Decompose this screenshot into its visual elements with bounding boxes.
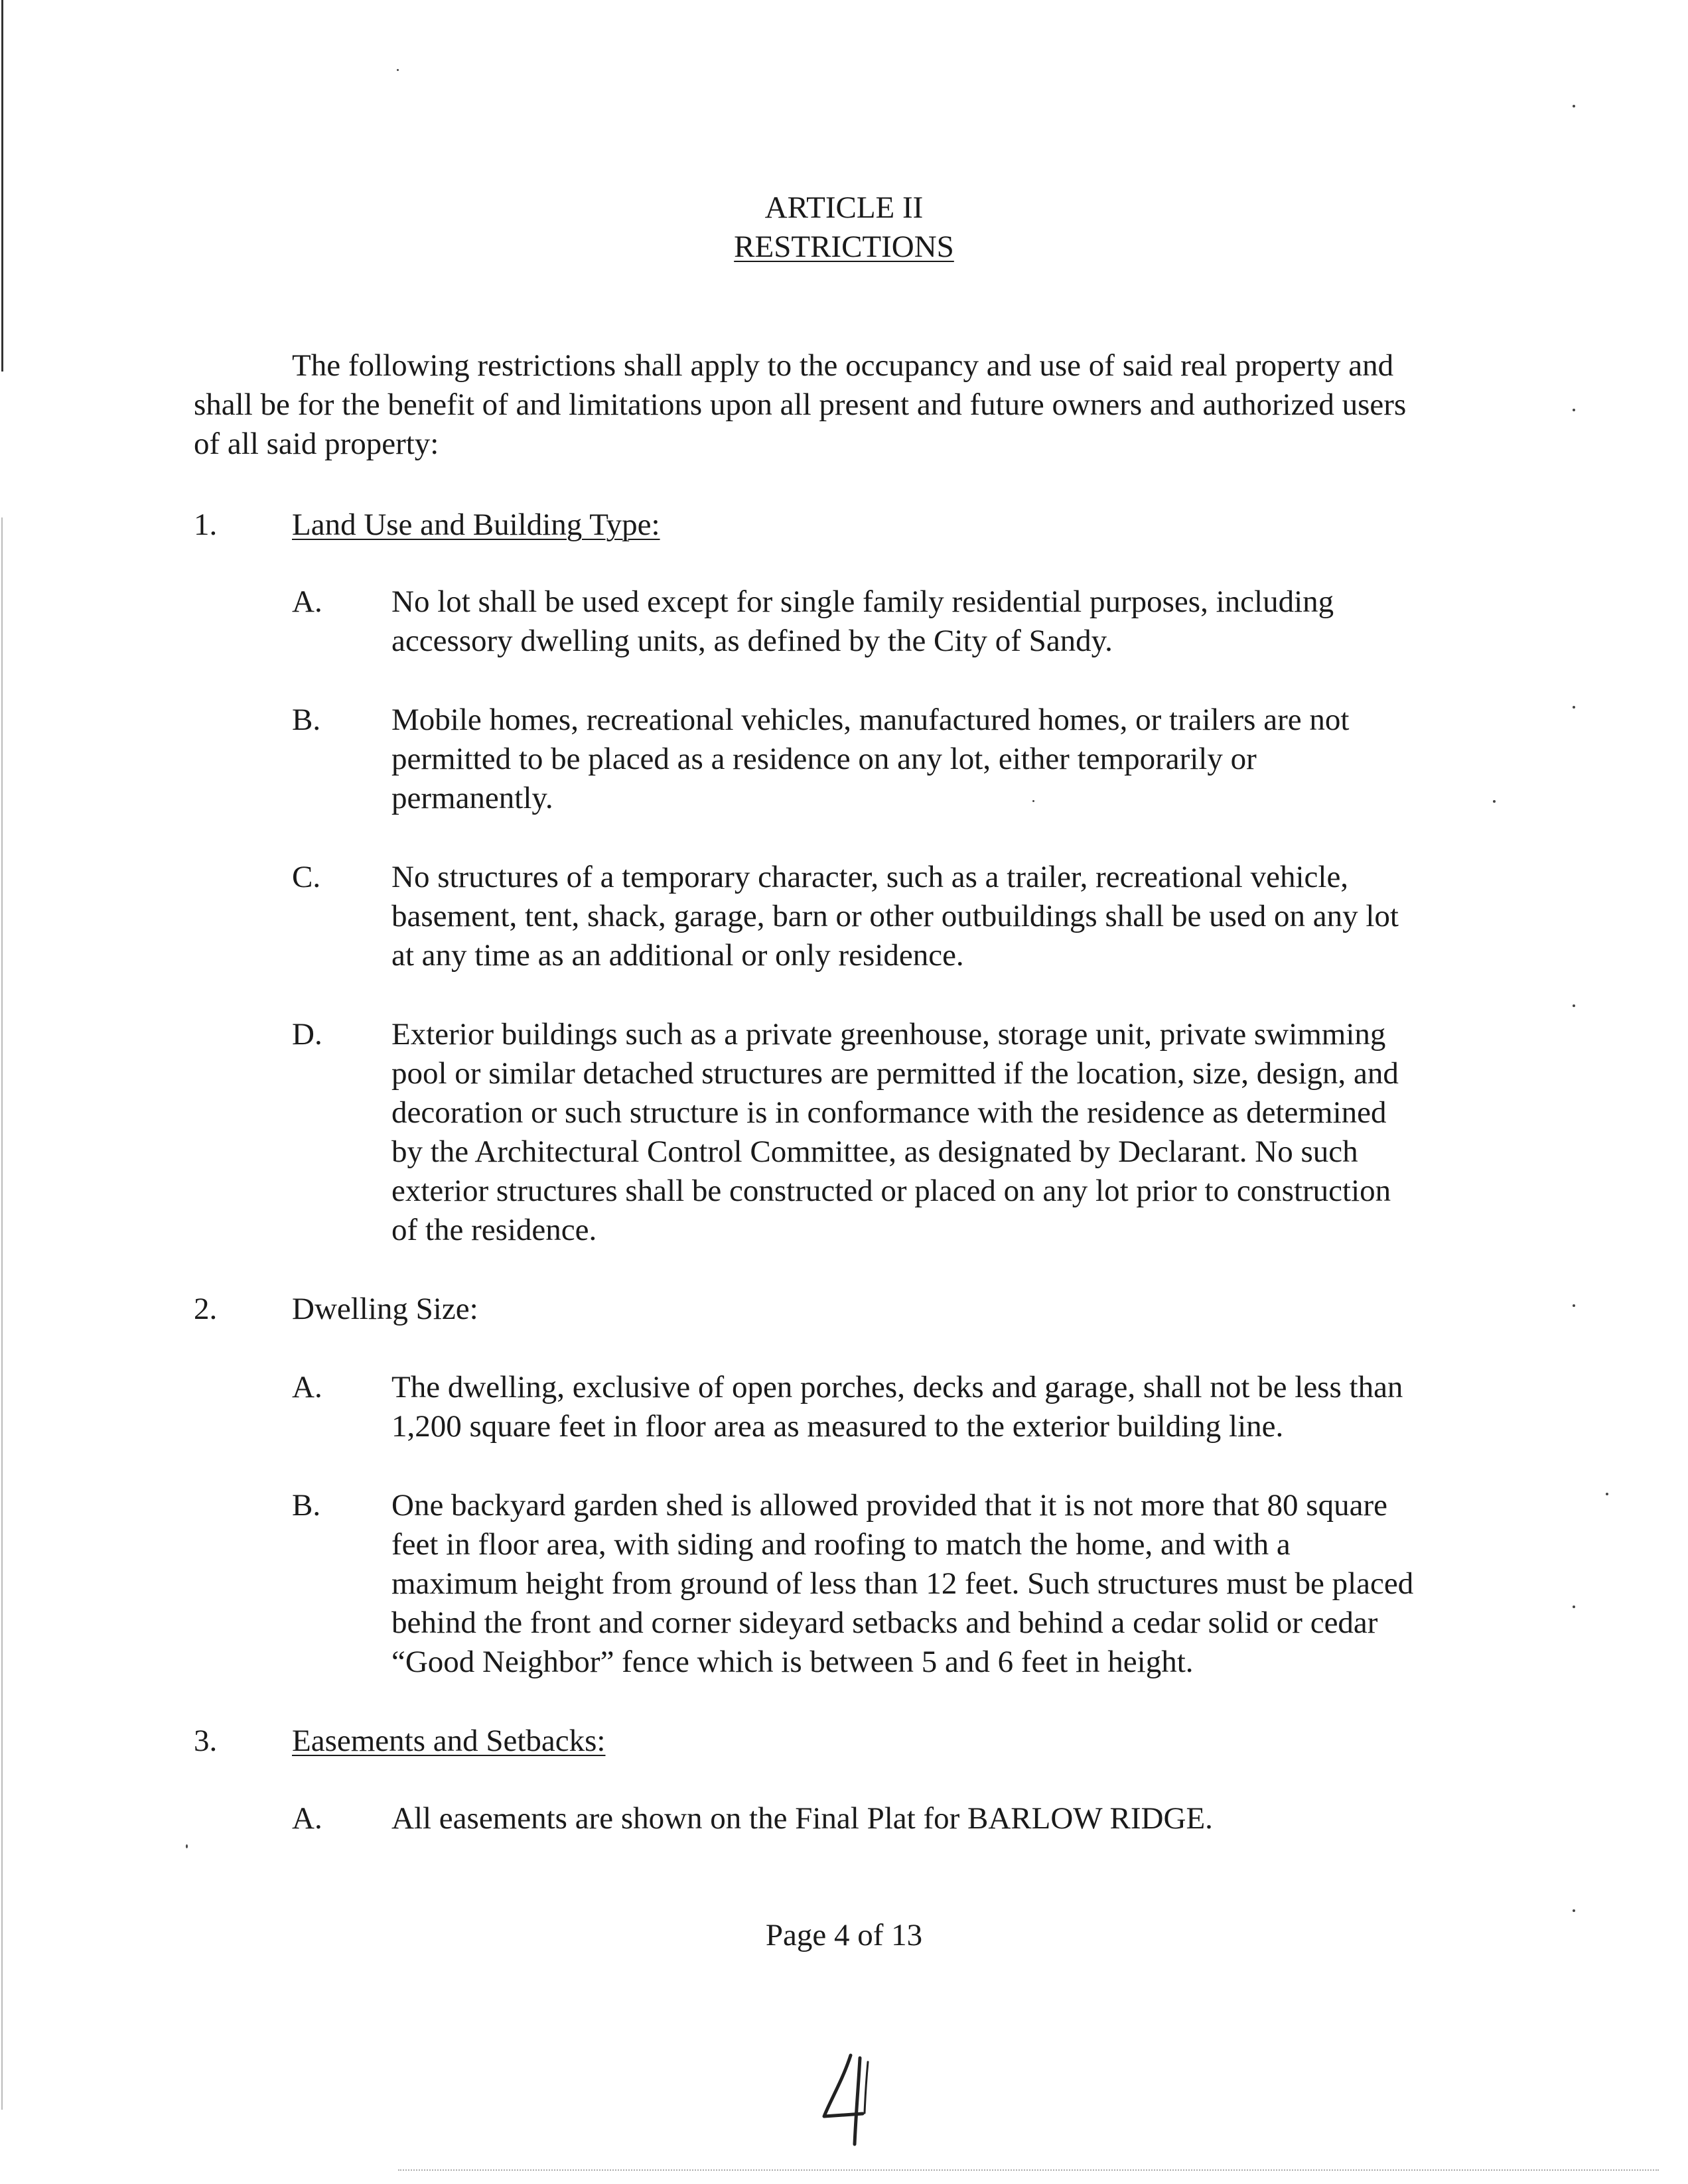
section-number: 2. bbox=[194, 1292, 218, 1326]
scan-speck bbox=[1573, 1909, 1575, 1912]
item-letter: B. bbox=[292, 1488, 321, 1523]
scan-edge-line-faint bbox=[1, 517, 3, 2110]
scan-bottom-edge bbox=[398, 2169, 1659, 2172]
handwritten-page-mark bbox=[816, 2050, 889, 2153]
item-letter: B. bbox=[292, 703, 321, 737]
item-line: permanently. bbox=[391, 781, 553, 815]
section-title-text: Easements and Setbacks: bbox=[292, 1724, 606, 1758]
item-letter: A. bbox=[292, 1370, 322, 1404]
item-letter: A. bbox=[292, 1801, 322, 1836]
scan-speck bbox=[397, 69, 399, 71]
scan-speck bbox=[1573, 1605, 1575, 1608]
scan-speck bbox=[1573, 409, 1575, 411]
scan-speck bbox=[1573, 1304, 1575, 1307]
intro-line: of all said property: bbox=[194, 427, 439, 461]
article-title-text: RESTRICTIONS bbox=[734, 230, 954, 264]
item-line: of the residence. bbox=[391, 1213, 597, 1247]
item-line: Exterior buildings such as a private greenhouse, storage unit, private swimming bbox=[391, 1017, 1386, 1052]
intro-line: The following restrictions shall apply to the occupancy and use of said real property and bbox=[292, 348, 1394, 383]
article-number: ARTICLE II bbox=[764, 190, 924, 225]
section-title: Dwelling Size: bbox=[292, 1292, 478, 1326]
scan-speck bbox=[1573, 1004, 1575, 1007]
item-line: The dwelling, exclusive of open porches, decks and garage, shall not be less than bbox=[391, 1370, 1403, 1404]
scan-speck bbox=[1573, 706, 1575, 709]
section-title bbox=[292, 506, 660, 545]
item-line: No structures of a temporary character, such as a trailer, recreational vehicle, bbox=[391, 860, 1349, 894]
scan-edge-line bbox=[1, 0, 3, 372]
item-line: “Good Neighbor” fence which is between 5 and 6 feet in height. bbox=[391, 1645, 1194, 1679]
section-number: 3. bbox=[194, 1724, 218, 1758]
item-line: by the Architectural Control Committee, as designated by Declarant. No such bbox=[391, 1134, 1358, 1169]
page-number: Page 4 of 13 bbox=[765, 1918, 923, 1952]
item-line: pool or similar detached structures are permitted if the location, size, design, and bbox=[391, 1056, 1399, 1091]
scan-speck bbox=[1493, 800, 1496, 803]
intro-line: shall be for the benefit of and limitations upon all present and future owners and authorized users bbox=[194, 387, 1407, 422]
item-line: at any time as an additional or only residence. bbox=[391, 938, 964, 973]
scan-speck bbox=[1573, 105, 1575, 107]
scan-speck bbox=[1606, 1493, 1608, 1495]
section-title bbox=[292, 1722, 605, 1761]
scan-speck bbox=[186, 1844, 188, 1848]
handwritten-four-icon bbox=[816, 2050, 889, 2150]
item-line: exterior structures shall be constructed or placed on any lot prior to construction bbox=[391, 1174, 1391, 1208]
section-number: 1. bbox=[194, 508, 218, 542]
item-line: decoration or such structure is in conformance with the residence as determined bbox=[391, 1095, 1387, 1130]
article-title bbox=[0, 228, 1688, 266]
item-line: Mobile homes, recreational vehicles, manufactured homes, or trailers are not bbox=[391, 703, 1350, 737]
item-line: 1,200 square feet in floor area as measured to the exterior building line. bbox=[391, 1409, 1284, 1444]
item-line: All easements are shown on the Final Plat for BARLOW RIDGE. bbox=[391, 1801, 1213, 1836]
section-title-text: Land Use and Building Type: bbox=[292, 508, 660, 542]
item-line: One backyard garden shed is allowed provided that it is not more that 80 square bbox=[391, 1488, 1387, 1523]
item-line: behind the front and corner sideyard setbacks and behind a cedar solid or cedar bbox=[391, 1605, 1378, 1640]
item-letter: A. bbox=[292, 584, 322, 619]
item-letter: C. bbox=[292, 860, 321, 894]
item-line: feet in floor area, with siding and roofing to match the home, and with a bbox=[391, 1527, 1291, 1562]
item-line: basement, tent, shack, garage, barn or other outbuildings shall be used on any lot bbox=[391, 899, 1399, 933]
item-line: No lot shall be used except for single family residential purposes, including bbox=[391, 584, 1334, 619]
item-line: accessory dwelling units, as defined by the City of Sandy. bbox=[391, 624, 1113, 658]
item-line: permitted to be placed as a residence on any lot, either temporarily or bbox=[391, 742, 1257, 776]
item-line: maximum height from ground of less than 12 feet. Such structures must be placed bbox=[391, 1566, 1414, 1601]
item-letter: D. bbox=[292, 1017, 322, 1052]
scan-speck bbox=[1032, 800, 1034, 802]
